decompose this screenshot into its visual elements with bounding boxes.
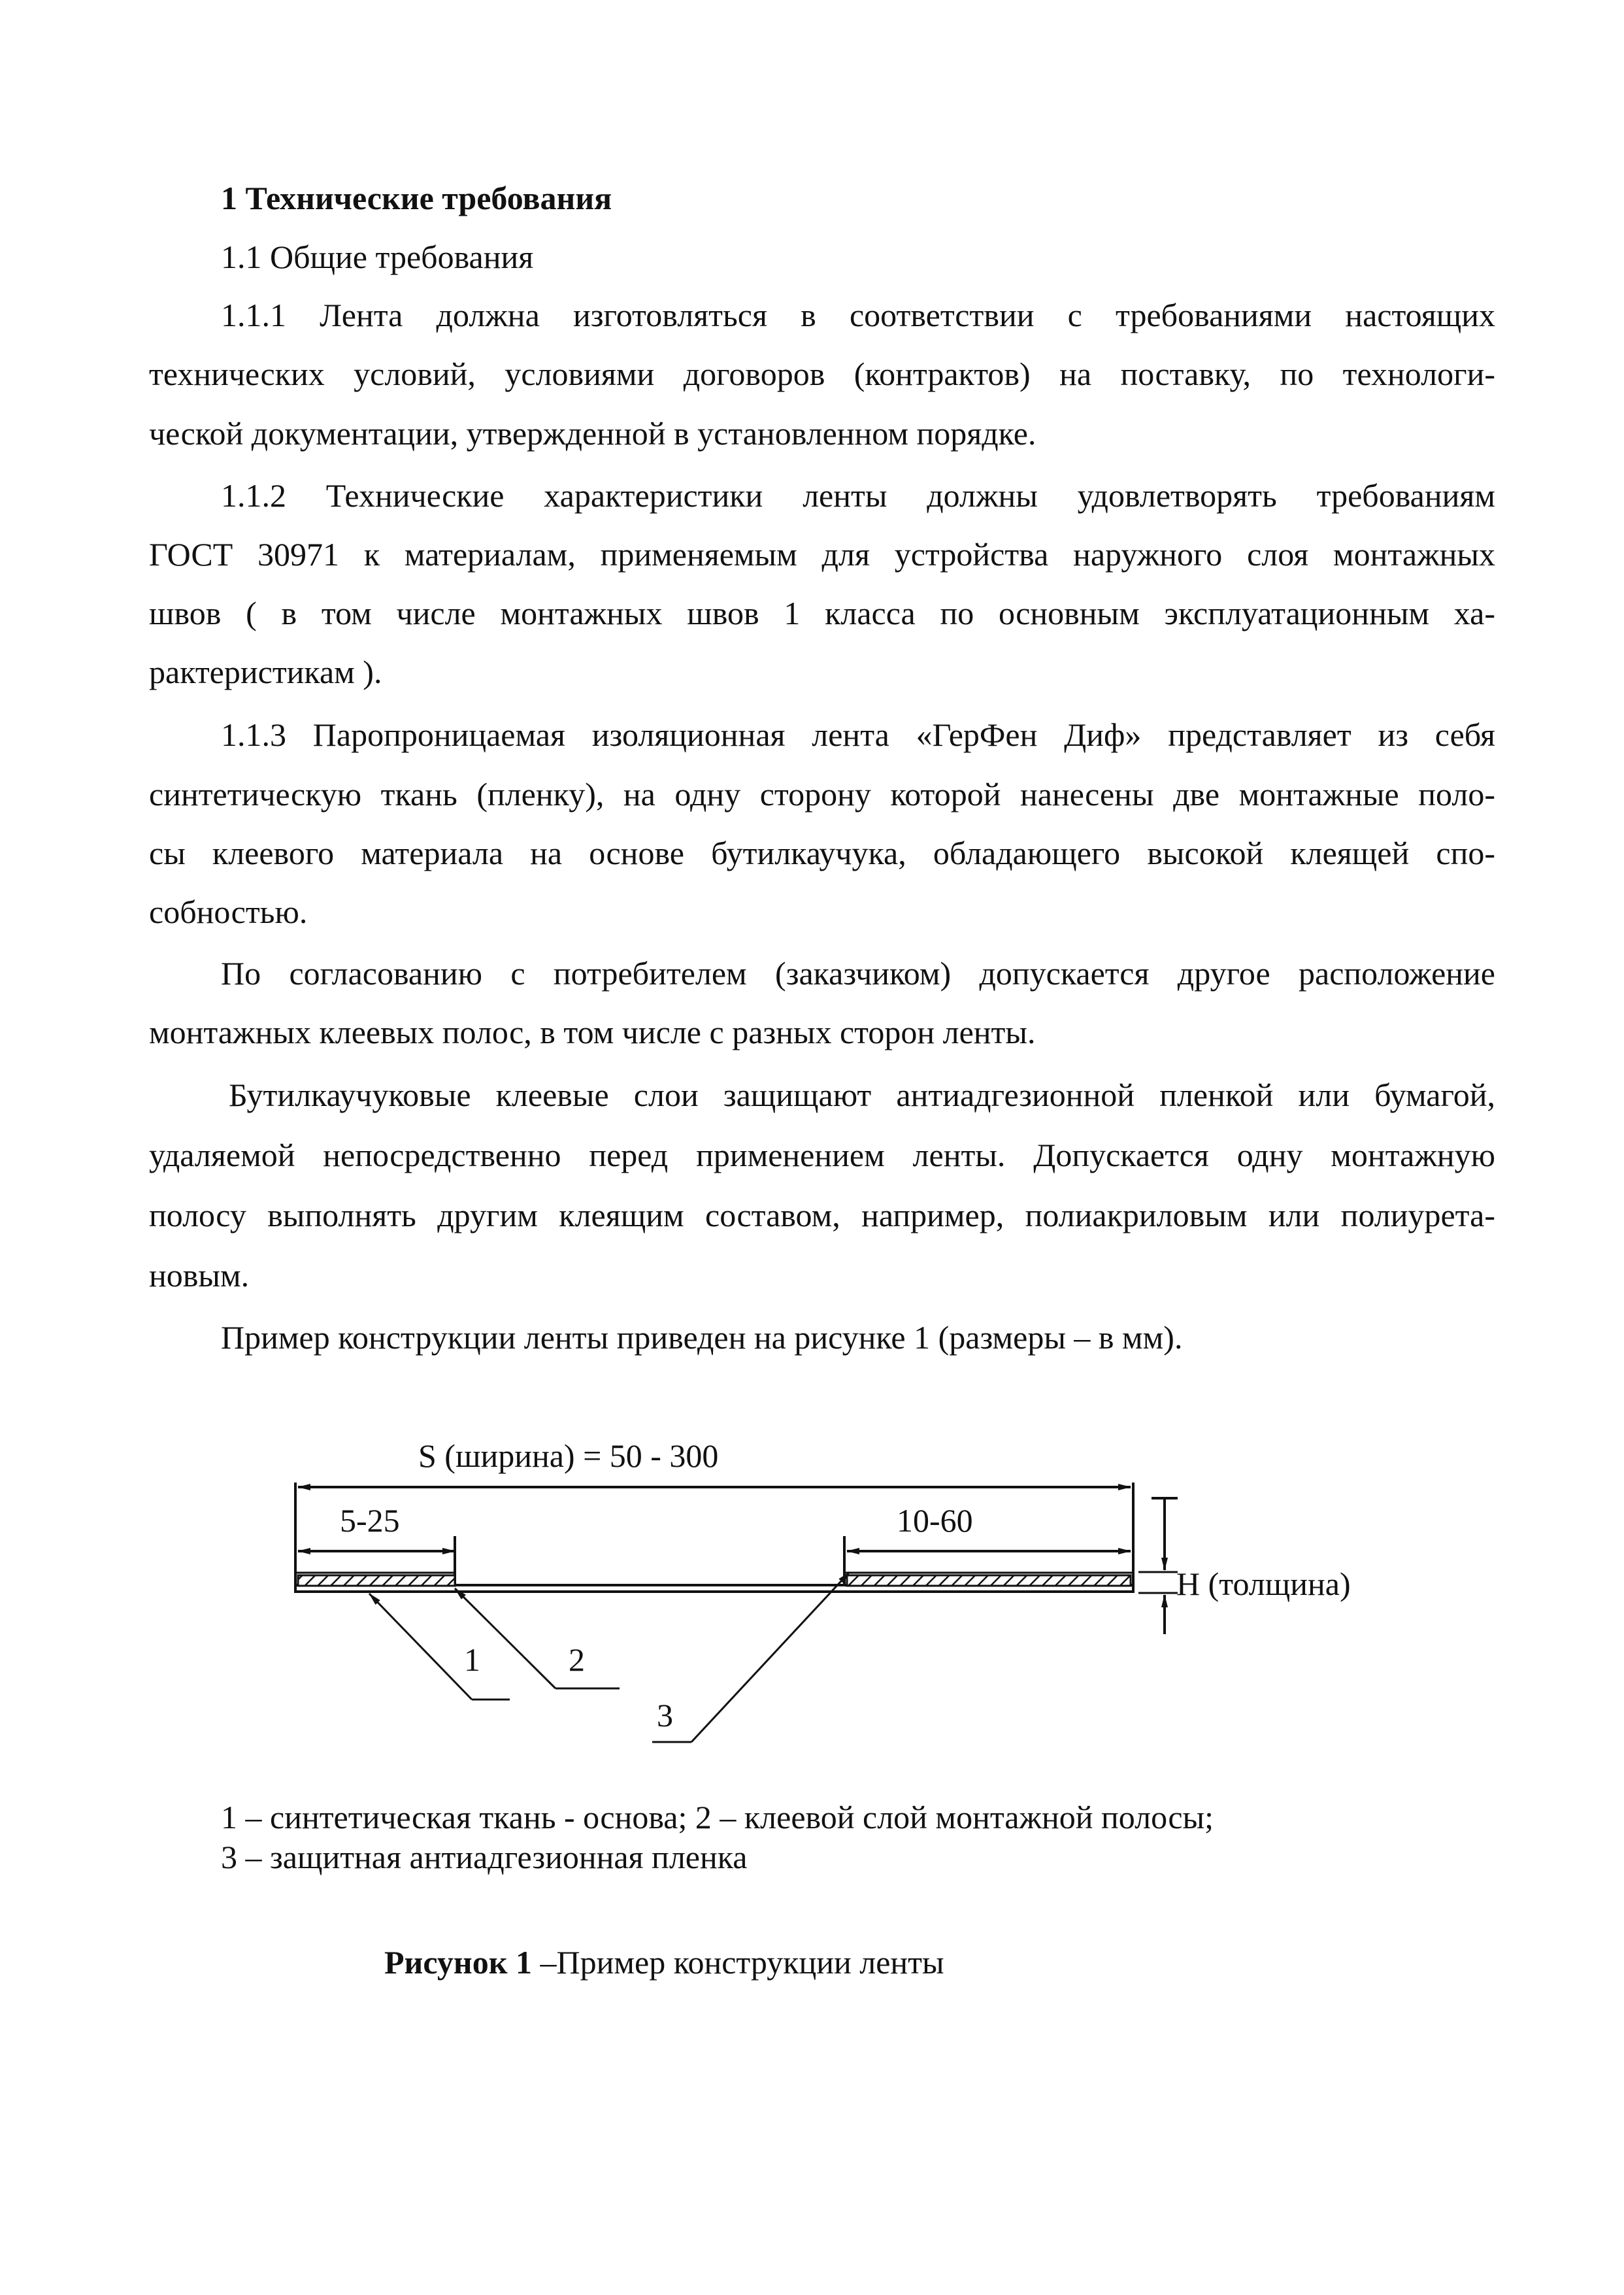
thickness-label: H (толщина) <box>1176 1566 1351 1602</box>
paragraph-112-line: рактеристикам ). <box>149 654 382 690</box>
callout-number-3: 3 <box>657 1697 673 1734</box>
section-heading: 1 Технические требования <box>221 180 612 216</box>
paragraph-111-line: технических условий, условиями договоров (контрактов) на поставку, по технологи- <box>149 356 1495 392</box>
paragraph-112-line: швов ( в том числе монтажных швов 1 класса по основным эксплуатационным ха- <box>149 595 1495 631</box>
width-dimension-label: S (ширина) = 50 - 300 <box>418 1437 719 1474</box>
paragraph-112-line: 1.1.2 Технические характеристики ленты должны удовлетворять требованиям <box>221 477 1495 514</box>
figure-legend-line: 3 – защитная антиадгезионная пленка <box>221 1839 748 1875</box>
figure-caption-label: Рисунок 1 <box>384 1944 533 1981</box>
paragraph-113-line: синтетическую ткань (пленку), на одну сторону которой нанесены две монтажные поло- <box>149 776 1495 812</box>
adhesive-strip-right <box>847 1575 1131 1586</box>
callout-leader-1 <box>369 1594 472 1700</box>
adhesive-strip-left <box>298 1575 455 1586</box>
paragraph-113-line: собностью. <box>149 894 308 930</box>
figure-reference-text: Пример конструкции ленты приведен на рисунке 1 (размеры – в мм). <box>221 1319 1183 1356</box>
left-strip-dimension-label: 5-25 <box>340 1502 400 1539</box>
paragraph-butyl-line: полосу выполнять другим клеящим составом, например, полиакриловым или полиурета- <box>149 1197 1495 1233</box>
right-strip-dimension-label: 10-60 <box>897 1502 973 1539</box>
paragraph-112-line: ГОСТ 30971 к материалам, применяемым для устройства наружного слоя монтажных <box>149 536 1495 573</box>
figure-legend-line: 1 – синтетическая ткань - основа; 2 – клеевой слой монтажной полосы; <box>221 1799 1214 1835</box>
figure-caption <box>384 1943 944 1982</box>
callout-leader-3 <box>691 1572 850 1742</box>
paragraph-113-line: сы клеевого материала на основе бутилкаучука, обладающего высокой клеящей спо- <box>149 835 1495 871</box>
subsection-heading: 1.1 Общие требования <box>221 239 534 275</box>
paragraph-butyl-line: новым. <box>149 1257 250 1294</box>
paragraph-113-line: 1.1.3 Паропроницаемая изоляционная лента «ГерФен Диф» представляет из себя <box>221 716 1495 753</box>
paragraph-111-line: 1.1.1 Лента должна изготовляться в соответствии с требованиями настоящих <box>221 297 1495 333</box>
paragraph-butyl-line: удаляемой непосредственно перед применением ленты. Допускается одну монтажную <box>149 1137 1495 1173</box>
paragraph-agreement-line: По согласованию с потребителем (заказчиком) допускается другое расположение <box>221 955 1495 992</box>
paragraph-butyl-line: Бутилкаучуковые клеевые слои защищают антиадгезионной пленкой или бумагой, <box>229 1077 1495 1113</box>
callout-number-1: 1 <box>464 1641 480 1678</box>
callout-number-2: 2 <box>569 1641 585 1678</box>
figure-caption-text: –Пример конструкции ленты <box>532 1944 944 1981</box>
paragraph-111-line: ческой документации, утвержденной в установленном порядке. <box>149 415 1036 452</box>
paragraph-agreement-line: монтажных клеевых полос, в том числе с разных сторон ленты. <box>149 1014 1036 1050</box>
